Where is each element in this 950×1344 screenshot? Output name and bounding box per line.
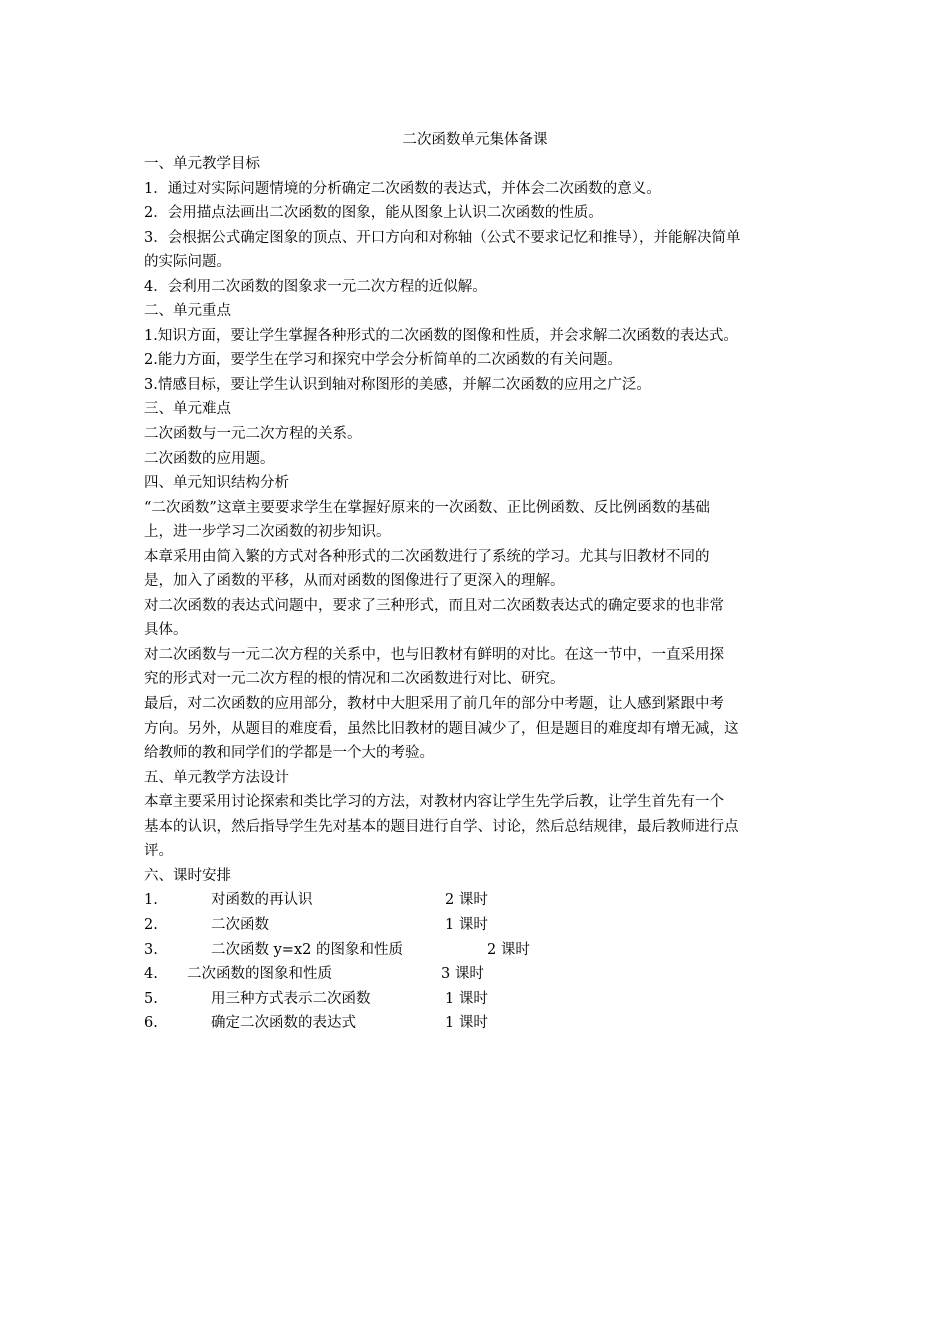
section-heading: 一、单元教学目标 [144, 156, 260, 172]
schedule-row [144, 913, 824, 938]
schedule-topic: 确定二次函数的表达式 [211, 1015, 356, 1032]
schedule-topic: 二次函数 y=x2 的图象和性质 [211, 941, 403, 958]
schedule-hours: 2 课时 [487, 941, 530, 958]
paragraph-line: 上，进一步学习二次函数的初步知识。 [144, 524, 391, 541]
list-item: 3.情感目标，要让学生认识到轴对称图形的美感，并解二次函数的应用之广泛。 [144, 376, 651, 393]
section-heading: 五、单元教学方法设计 [144, 769, 289, 786]
list-item: 二次函数的应用题。 [144, 450, 275, 467]
schedule-hours: 1 课时 [445, 1015, 488, 1032]
schedule-number: 2. [144, 916, 158, 933]
list-item: 二次函数与一元二次方程的关系。 [144, 426, 362, 443]
schedule-hours: 3 课时 [441, 966, 484, 983]
paragraph-line: 对二次函数与一元二次方程的关系中，也与旧教材有鲜明的对比。在这一节中，一直采用探 [144, 646, 724, 663]
document-body [144, 152, 824, 1036]
schedule-topic: 用三种方式表示二次函数 [211, 990, 371, 1007]
schedule-number: 1. [144, 892, 158, 909]
section-heading: 三、单元难点 [144, 401, 231, 418]
paragraph-line: “二次函数”这章主要要求学生在掌握好原来的一次函数、正比例函数、反比例函数的基础 [144, 499, 710, 516]
list-item: 4．会利用二次函数的图象求一元二次方程的近似解。 [144, 278, 487, 295]
schedule-row [144, 962, 824, 987]
paragraph-line: 基本的认识，然后指导学生先对基本的题目进行自学、讨论，然后总结规律，最后教师进行点 [144, 818, 739, 835]
schedule-number: 6. [144, 1015, 158, 1032]
list-item: 2.能力方面，要学生在学习和探究中学会分析简单的二次函数的有关问题。 [144, 352, 622, 369]
section-heading: 六、课时安排 [144, 867, 231, 884]
paragraph-line: 给教师的教和同学们的学都是一个大的考验。 [144, 745, 434, 762]
paragraph-line: 具体。 [144, 622, 188, 639]
schedule-number: 3. [144, 941, 158, 958]
schedule-hours: 2 课时 [445, 892, 488, 909]
schedule-number: 4. [144, 966, 158, 983]
list-item: 1．通过对实际问题情境的分析确定二次函数的表达式，并体会二次函数的意义。 [144, 180, 661, 197]
paragraph-line: 评。 [144, 843, 173, 860]
schedule-row [144, 888, 824, 913]
list-item: 2．会用描点法画出二次函数的图象，能从图象上认识二次函数的性质。 [144, 205, 603, 222]
schedule-topic: 对函数的再认识 [211, 892, 313, 909]
schedule-row [144, 938, 824, 963]
paragraph-line: 对二次函数的表达式问题中，要求了三种形式，而且对二次函数表达式的确定要求的也非常 [144, 597, 724, 614]
schedule-row [144, 1011, 824, 1036]
schedule-hours: 1 课时 [445, 990, 488, 1007]
list-item: 1.知识方面，要让学生掌握各种形式的二次函数的图像和性质，并会求解二次函数的表达式。 [144, 327, 738, 344]
paragraph-line: 是，加入了函数的平移，从而对函数的图像进行了更深入的理解。 [144, 573, 565, 590]
paragraph-line: 究的形式对一元二次方程的根的情况和二次函数进行对比、研究。 [144, 671, 565, 688]
schedule-number: 5. [144, 990, 158, 1007]
paragraph-line: 最后，对二次函数的应用部分，教材中大胆采用了前几年的部分中考题，让人感到紧跟中考 [144, 696, 724, 713]
paragraph-line: 本章主要采用讨论探索和类比学习的方法，对教材内容让学生先学后教，让学生首先有一个 [144, 794, 724, 811]
section-heading: 四、单元知识结构分析 [144, 475, 289, 492]
schedule-topic: 二次函数的图象和性质 [187, 966, 332, 983]
schedule-topic: 二次函数 [211, 916, 269, 933]
list-item: 3．会根据公式确定图象的顶点、开口方向和对称轴（公式不要求记忆和推导），并能解决简单 [144, 229, 741, 246]
paragraph-line: 方向。另外，从题目的难度看，虽然比旧教材的题目减少了，但是题目的难度却有增无减，这 [144, 720, 739, 737]
section-heading: 二、单元重点 [144, 303, 231, 320]
schedule-hours: 1 课时 [445, 916, 488, 933]
schedule-row [144, 987, 824, 1012]
list-item: 的实际问题。 [144, 254, 231, 271]
paragraph-line: 本章采用由简入繁的方式对各种形式的二次函数进行了系统的学习。尤其与旧教材不同的 [144, 548, 710, 565]
document-title: 二次函数单元集体备课 [402, 132, 548, 148]
